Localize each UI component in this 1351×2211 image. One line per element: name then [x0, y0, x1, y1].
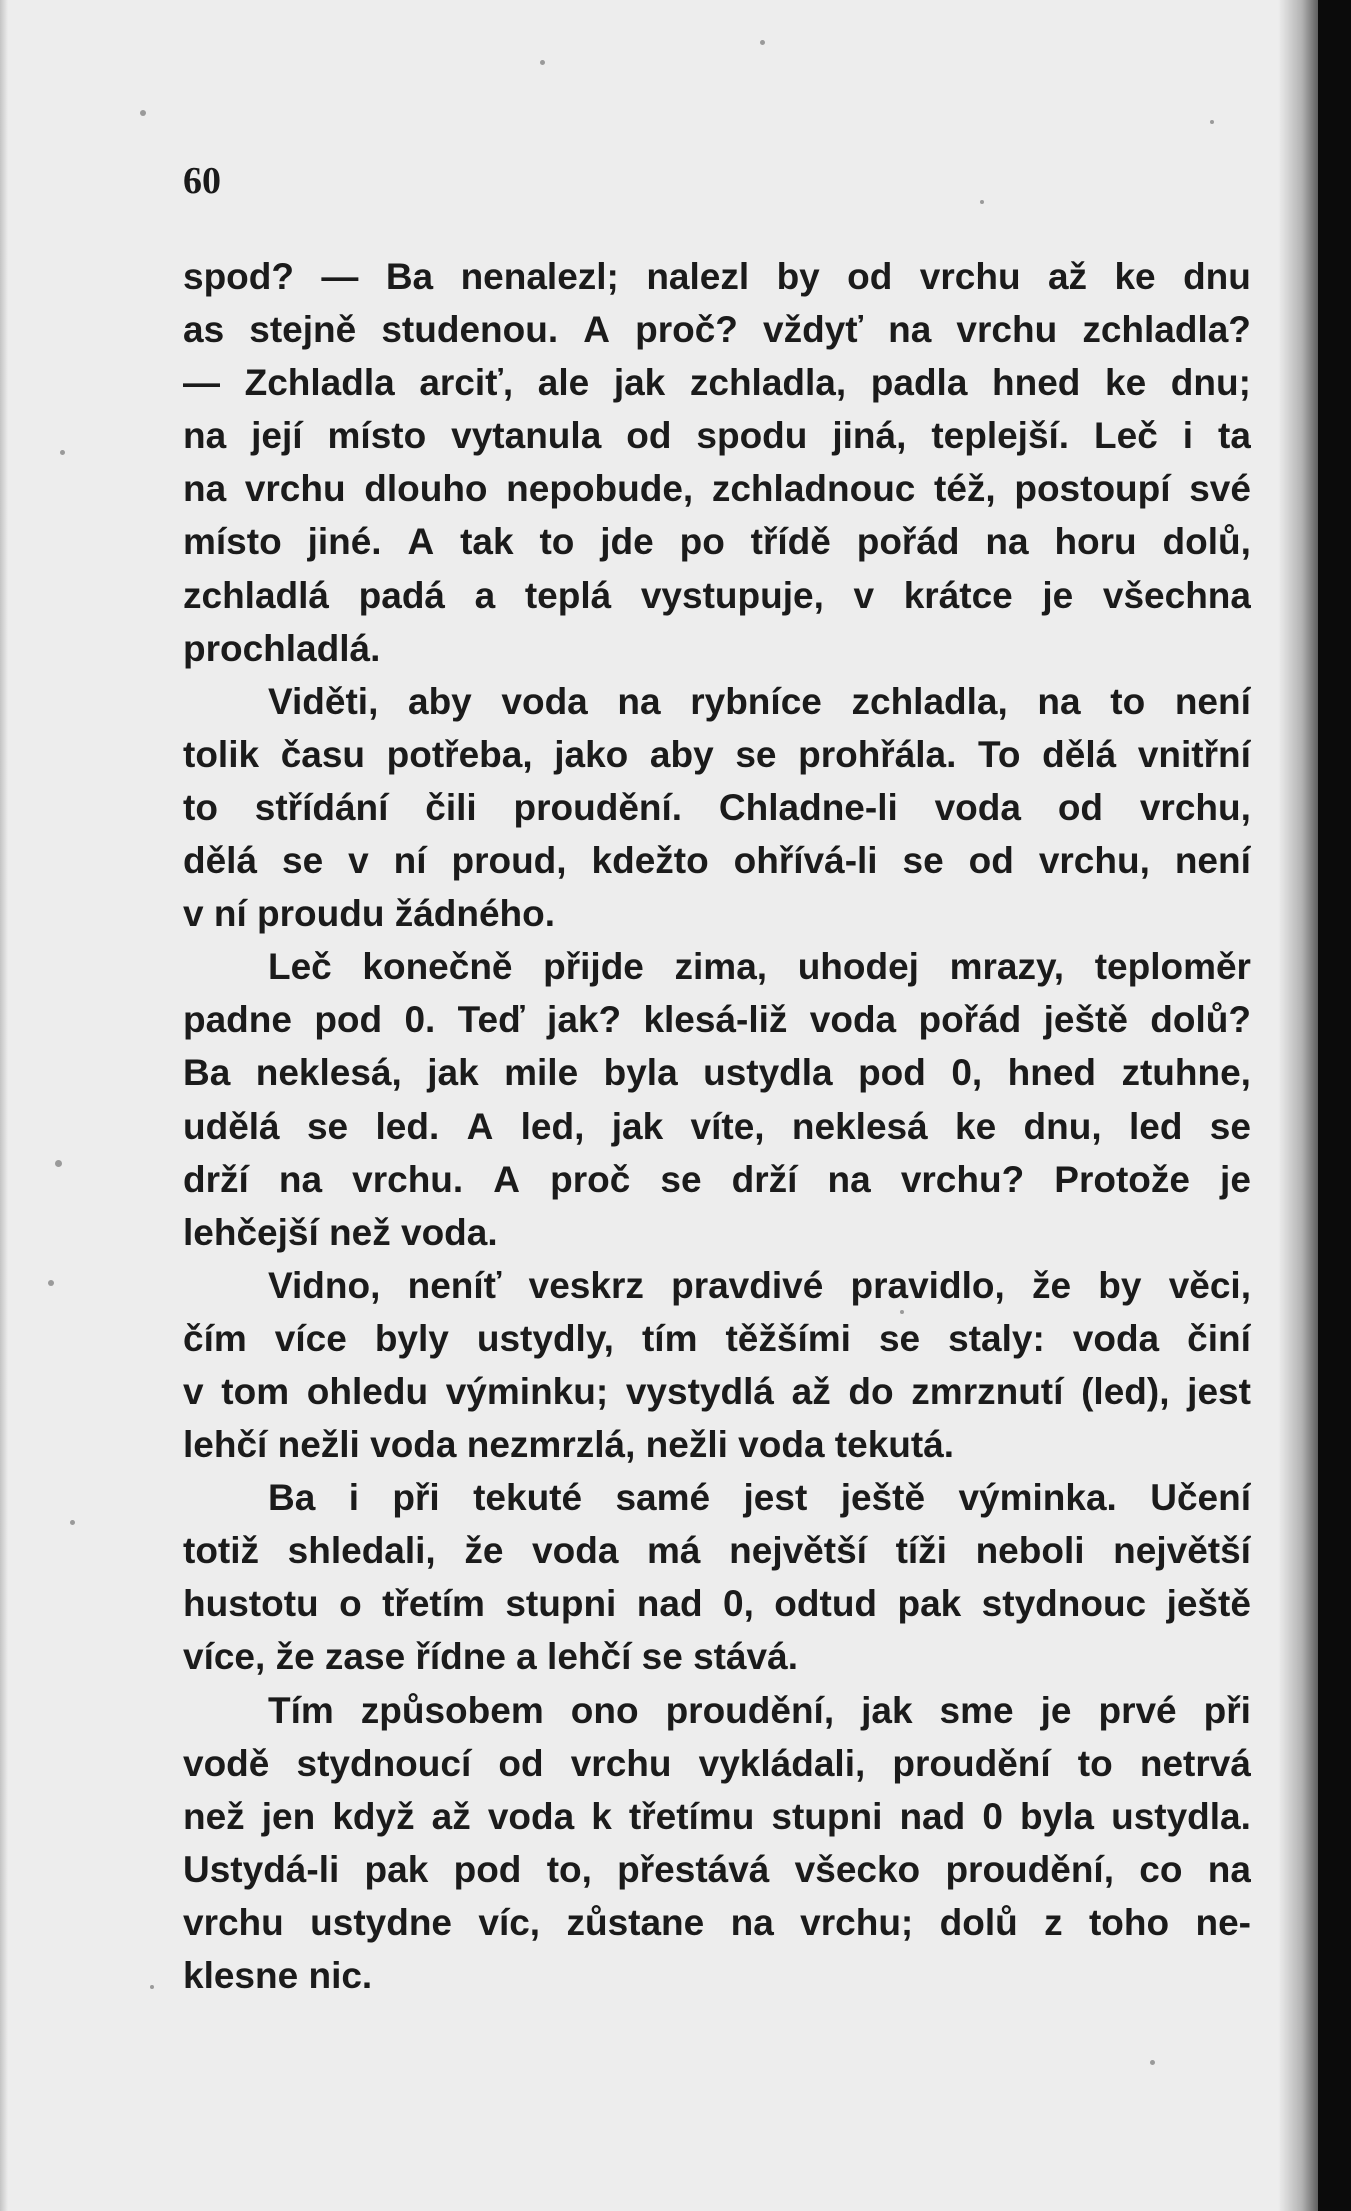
paper-speck [980, 200, 984, 204]
text-line: vrchu ustydne víc, zůstane na vrchu; dolů z toho ne- [183, 1901, 1251, 1943]
text-line: lehčejší než voda. [183, 1211, 498, 1253]
text-line: klesne nic. [183, 1955, 373, 1996]
paper-speck [55, 1160, 62, 1167]
text-line: vodě stydnoucí od vrchu vykládali, proudění to netrvá [183, 1742, 1251, 1784]
paper-speck [48, 1280, 54, 1286]
paper-speck [1150, 2060, 1155, 2065]
paper-speck [70, 1520, 75, 1525]
page-left-edge [0, 0, 8, 2211]
text-line: to střídání čili proudění. Chladne-li voda od vrchu, [183, 786, 1251, 828]
paper-speck [760, 40, 765, 45]
text-line: více, že zase řídne a lehčí se stává. [183, 1636, 798, 1678]
text-line: totiž shledali, že voda má největší tíži neboli největší [183, 1530, 1251, 1572]
text-line: na její místo vytanula od spodu jiná, teplejší. Leč i ta [183, 415, 1251, 457]
text-line: místo jiné. A tak to jde po třídě pořád na horu dolů, [183, 521, 1251, 563]
text-line: Leč konečně přijde zima, uhodej mrazy, teploměr [268, 946, 1251, 988]
text-line: as stejně studenou. A proč? vždyť na vrchu zchladla? [183, 309, 1251, 351]
text-line: padne pod 0. Teď jak? klesá-liž voda pořád ještě dolů? [183, 999, 1251, 1041]
body-text [183, 250, 1251, 2002]
text-line: zchladlá padá a teplá vystupuje, v krátce je všechna [183, 574, 1251, 616]
text-line: prochladlá. [183, 627, 381, 669]
text-line: Tím způsobem ono proudění, jak sme je prvé při [268, 1689, 1251, 1731]
text-line: udělá se led. A led, jak víte, neklesá ke dnu, led se [183, 1105, 1251, 1147]
text-line: čím více byly ustydly, tím těžšími se staly: voda činí [183, 1317, 1251, 1359]
text-line: dělá se v ní proud, kdežto ohřívá-li se od vrchu, není [183, 840, 1251, 882]
text-line: hustotu o třetím stupni nad 0, odtud pak stydnouc ještě [183, 1583, 1251, 1625]
paper-speck [1210, 120, 1214, 124]
text-line: tolik času potřeba, jako aby se prohřála. To dělá vnitřní [183, 733, 1251, 775]
text-line: Vidno, neníť veskrz pravdivé pravidlo, že by věci, [268, 1264, 1251, 1306]
text-line: lehčí nežli voda nezmrzlá, nežli voda tekutá. [183, 1424, 955, 1466]
text-line: na vrchu dlouho nepobude, zchladnouc též, postoupí své [183, 468, 1251, 510]
text-line: — Zchladla arciť, ale jak zchladla, padla hned ke dnu; [183, 362, 1251, 404]
text-line: spod? — Ba nenalezl; nalezl by od vrchu až ke dnu [183, 256, 1251, 297]
text-line: než jen když až voda k třetímu stupni nad 0 byla ustydla. [183, 1795, 1251, 1837]
text-line: drží na vrchu. A proč se drží na vrchu? Protože je [183, 1158, 1251, 1200]
paper-speck [150, 1985, 154, 1989]
text-line: Ba i při tekuté samé jest ještě výminka. Učení [268, 1477, 1251, 1519]
page-binding-shadow [1278, 0, 1318, 2211]
text-line: v ní proudu žádného. [183, 893, 556, 935]
text-line: Ba neklesá, jak mile byla ustydla pod 0, hned ztuhne, [183, 1052, 1251, 1094]
paper-speck [60, 450, 65, 455]
paper-speck [900, 1310, 904, 1314]
page-number: 60 [183, 160, 221, 202]
paper-speck [140, 110, 146, 116]
paper-speck [540, 60, 545, 65]
text-line: Viděti, aby voda na rybníce zchladla, na to není [268, 680, 1251, 722]
text-line: v tom ohledu výminku; vystydlá až do zmrznutí (led), jest [183, 1370, 1251, 1412]
text-line: Ustydá-li pak pod to, přestává všecko proudění, co na [183, 1848, 1251, 1890]
